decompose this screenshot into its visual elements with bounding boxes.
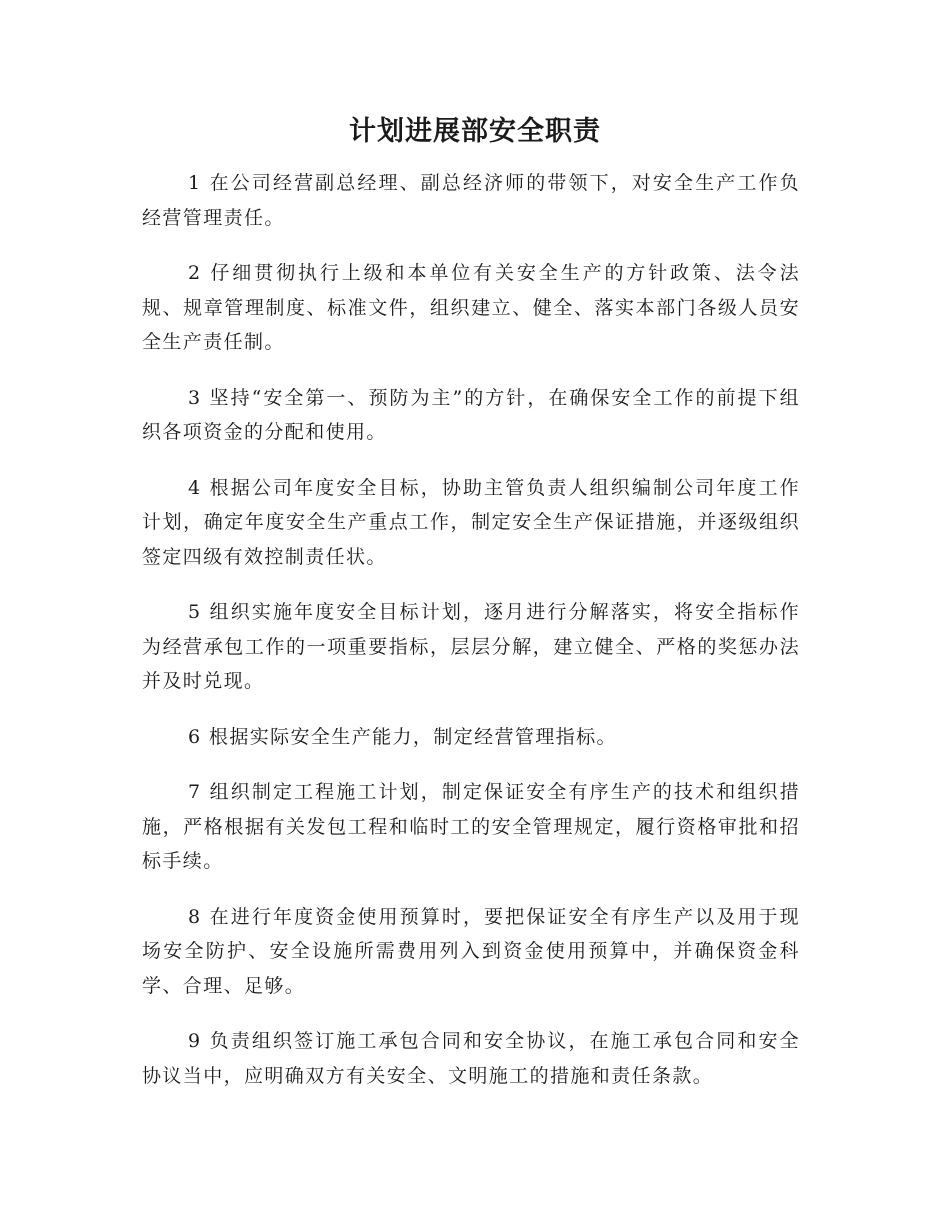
paragraph-6: 6 根据实际安全生产能力，制定经营管理指标。 [188, 725, 617, 748]
paragraph-8: 8 在进行年度资金使用预算时，要把保证安全有序生产以及用于现场安全防护、安全设施所需费用列入到资金使用预算中，并确保资金科学、合理、足够。 [142, 905, 800, 997]
paragraph-5: 5 组织实施年度安全目标计划，逐月进行分解落实，将安全指标作为经营承包工作的一项重要指标，层层分解，建立健全、严格的奖惩办法并及时兑现。 [142, 601, 800, 692]
paragraph-9: 9 负责组织签订施工承包合同和安全协议，在施工承包合同和安全协议当中，应明确双方有关安全、文明施工的措施和责任条款。 [142, 1030, 800, 1087]
paragraph-4: 4 根据公司年度安全目标，协助主管负责人组织编制公司年度工作计划，确定年度安全生产重点工作，制定安全生产保证措施，并逐级组织签定四级有效控制责任状。 [142, 476, 800, 568]
paragraph-7: 7 组织制定工程施工计划，制定保证安全有序生产的技术和组织措施，严格根据有关发包工程和临时工的安全管理规定，履行资格审批和招标手续。 [142, 781, 800, 872]
paragraph-1: 1 在公司经营副总经理、副总经济师的带领下，对安全生产工作负经营管理责任。 [142, 172, 800, 229]
document-body [142, 166, 800, 1114]
document-title: 计划进展部安全职责 [349, 116, 601, 147]
paragraph-2: 2 仔细贯彻执行上级和本单位有关安全生产的方针政策、法令法规、规章管理制度、标准文件，组织建立、健全、落实本部门各级人员安全生产责任制。 [142, 262, 800, 353]
paragraph-3: 3 坚持“安全第一、预防为主”的方针，在确保安全工作的前提下组织各项资金的分配和使用。 [142, 386, 800, 443]
